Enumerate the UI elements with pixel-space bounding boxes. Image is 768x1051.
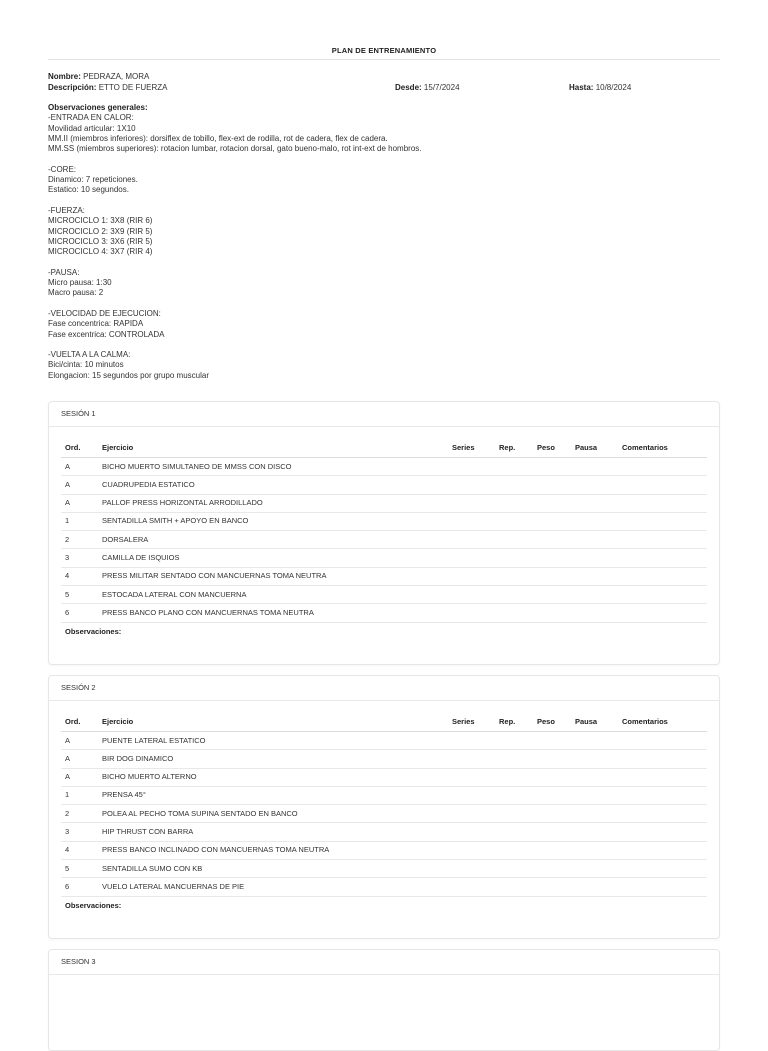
cell-rep [499,841,537,859]
observation-spacer [48,257,720,267]
hasta-value: 10/8/2024 [595,82,632,92]
observation-line: -PAUSA: [48,267,80,277]
desde-value: 15/7/2024 [423,82,460,92]
cell-ord: 3 [61,823,102,841]
column-header-comentarios: Comentarios [622,439,707,458]
cell-ejercicio: PRESS MILITAR SENTADO CON MANCUERNAS TOMA NEUTRA [102,567,452,585]
column-header-peso: Peso [537,713,575,732]
cell-comentarios [622,823,707,841]
table-row [61,567,707,585]
cell-series [452,458,499,476]
session-card [48,401,720,665]
title-divider [48,59,720,60]
cell-ord: 2 [61,531,102,549]
cell-ord: 1 [61,786,102,804]
cell-rep [499,458,537,476]
observation-line: Bici/cinta: 10 minutos [48,360,124,370]
session-observations-label: Observaciones: [65,626,122,636]
exercise-table [61,713,707,897]
cell-peso [537,567,575,585]
cell-series [452,841,499,859]
session-title: SESIÓN 2 [49,676,719,701]
observation-line: Movilidad articular: 1X10 [48,123,136,133]
table-row [61,750,707,768]
cell-pausa [575,805,622,823]
cell-ejercicio: PRESS BANCO INCLINADO CON MANCUERNAS TOMA NEUTRA [102,841,452,859]
session-card [48,949,720,1051]
cell-series [452,604,499,622]
cell-pausa [575,768,622,786]
cell-peso [537,823,575,841]
cell-peso [537,860,575,878]
table-row [61,841,707,859]
column-header-rep: Rep. [499,439,537,458]
column-header-pausa: Pausa [575,439,622,458]
cell-rep [499,823,537,841]
cell-ord: 3 [61,549,102,567]
cell-comentarios [622,567,707,585]
desde-field [395,83,460,93]
cell-peso [537,750,575,768]
table-row [61,512,707,530]
cell-ejercicio: DORSALERA [102,531,452,549]
cell-series [452,531,499,549]
cell-ejercicio: POLEA AL PECHO TOMA SUPINA SENTADO EN BANCO [102,805,452,823]
cell-pausa [575,549,622,567]
cell-ord: 4 [61,841,102,859]
cell-rep [499,549,537,567]
observation-line: MICROCICLO 1: 3X8 (RIR 6) [48,216,153,226]
cell-comentarios [622,878,707,896]
table-row [61,494,707,512]
cell-ord: 4 [61,567,102,585]
cell-peso [537,494,575,512]
cell-series [452,878,499,896]
cell-peso [537,458,575,476]
table-row [61,586,707,604]
column-header-comentarios: Comentarios [622,713,707,732]
cell-ord: 6 [61,878,102,896]
cell-rep [499,531,537,549]
table-row [61,768,707,786]
session-title: SESIÓN 1 [49,402,719,427]
cell-rep [499,860,537,878]
cell-series [452,549,499,567]
observation-line: Fase excentrica: CONTROLADA [48,329,165,339]
cell-ejercicio: ESTOCADA LATERAL CON MANCUERNA [102,586,452,604]
cell-comentarios [622,604,707,622]
cell-series [452,823,499,841]
cell-rep [499,768,537,786]
observation-line: MICROCICLO 4: 3X7 (RIR 4) [48,247,153,257]
cell-series [452,805,499,823]
cell-ord: A [61,494,102,512]
cell-comentarios [622,768,707,786]
cell-ord: 5 [61,586,102,604]
cell-rep [499,494,537,512]
observaciones-generales-label: Observaciones generales: [48,103,148,112]
session-observations-label: Observaciones: [65,900,122,910]
cell-comentarios [622,841,707,859]
cell-ejercicio: CAMILLA DE ISQUIOS [102,549,452,567]
observation-line: Fase concentrica: RAPIDA [48,319,144,329]
cell-peso [537,841,575,859]
plan-meta [48,72,720,93]
observation-line: -CORE: [48,164,76,174]
column-header-ejercicio: Ejercicio [102,713,452,732]
cell-comentarios [622,531,707,549]
cell-comentarios [622,586,707,604]
cell-series [452,860,499,878]
cell-pausa [575,458,622,476]
general-observations [48,103,720,381]
observation-spacer [48,196,720,206]
cell-peso [537,732,575,750]
cell-ejercicio: SENTADILLA SMITH + APOYO EN BANCO [102,512,452,530]
table-row [61,531,707,549]
cell-pausa [575,878,622,896]
cell-peso [537,604,575,622]
cell-ord: 5 [61,860,102,878]
cell-ord: 1 [61,512,102,530]
cell-ord: 2 [61,805,102,823]
cell-rep [499,476,537,494]
exercise-table [61,439,707,623]
cell-ord: A [61,458,102,476]
cell-comentarios [622,549,707,567]
column-header-ord: Ord. [61,439,102,458]
cell-rep [499,878,537,896]
cell-comentarios [622,805,707,823]
table-row [61,549,707,567]
cell-rep [499,805,537,823]
table-row [61,604,707,622]
descripcion-label: Descripción: [48,82,97,92]
cell-ejercicio: BICHO MUERTO SIMULTANEO DE MMSS CON DISCO [102,458,452,476]
observation-line: Micro pausa: 1:30 [48,278,112,288]
column-header-series: Series [452,439,499,458]
cell-ord: A [61,732,102,750]
observation-line: MICROCICLO 2: 3X9 (RIR 5) [48,226,153,236]
cell-series [452,750,499,768]
cell-comentarios [622,860,707,878]
session-title: SESION 3 [49,950,719,975]
cell-comentarios [622,494,707,512]
observation-line: Dinamico: 7 repeticiones. [48,175,138,185]
cell-series [452,768,499,786]
cell-ejercicio: PALLOF PRESS HORIZONTAL ARRODILLADO [102,494,452,512]
observation-spacer [48,299,720,309]
column-header-ejercicio: Ejercicio [102,439,452,458]
observation-line: Macro pausa: 2 [48,288,104,298]
cell-ejercicio: PUENTE LATERAL ESTATICO [102,732,452,750]
cell-pausa [575,531,622,549]
cell-peso [537,531,575,549]
observations-lines [48,113,720,381]
column-header-rep: Rep. [499,713,537,732]
nombre-label: Nombre: [48,72,81,81]
table-row [61,823,707,841]
cell-series [452,786,499,804]
cell-pausa [575,512,622,530]
cell-peso [537,586,575,604]
cell-ejercicio: VUELO LATERAL MANCUERNAS DE PIE [102,878,452,896]
cell-pausa [575,604,622,622]
cell-rep [499,512,537,530]
column-header-pausa: Pausa [575,713,622,732]
hasta-label: Hasta: [569,82,594,92]
cell-ord: A [61,768,102,786]
cell-peso [537,768,575,786]
cell-peso [537,805,575,823]
cell-peso [537,786,575,804]
nombre-value: PEDRAZA, MORA [83,72,150,81]
cell-comentarios [622,732,707,750]
cell-ord: A [61,750,102,768]
cell-comentarios [622,458,707,476]
observation-line: MM.II (miembros inferiores): dorsiflex de tobillo, flex-ext de rodilla, rot de cadera, flex de cadera. [48,133,388,143]
cell-comentarios [622,512,707,530]
cell-ejercicio: BICHO MUERTO ALTERNO [102,768,452,786]
cell-comentarios [622,476,707,494]
desde-label: Desde: [395,82,422,92]
cell-rep [499,604,537,622]
observation-line: -FUERZA: [48,205,85,215]
descripcion-value: ETTO DE FUERZA [98,82,168,92]
table-row [61,786,707,804]
observation-line: MICROCICLO 3: 3X6 (RIR 5) [48,236,153,246]
cell-peso [537,878,575,896]
table-row [61,860,707,878]
cell-series [452,476,499,494]
cell-peso [537,476,575,494]
cell-pausa [575,841,622,859]
table-row [61,732,707,750]
cell-pausa [575,567,622,585]
table-row [61,476,707,494]
column-header-ord: Ord. [61,713,102,732]
table-header-row [61,713,707,732]
table-row [61,878,707,896]
cell-ejercicio: BIR DOG DINAMICO [102,750,452,768]
cell-series [452,732,499,750]
table-row [61,805,707,823]
cell-ejercicio: SENTADILLA SUMO CON KB [102,860,452,878]
cell-rep [499,786,537,804]
hasta-field [569,83,631,93]
observation-line: Elongacion: 15 segundos por grupo muscular [48,370,209,380]
cell-ejercicio: HIP THRUST CON BARRA [102,823,452,841]
cell-pausa [575,750,622,768]
observation-spacer [48,340,720,350]
cell-comentarios [622,750,707,768]
observation-line: MM.SS (miembros superiores): rotacion lumbar, rotacion dorsal, gato bueno-malo, rot int-ext de hombros. [48,144,422,154]
column-header-series: Series [452,713,499,732]
cell-rep [499,732,537,750]
cell-pausa [575,732,622,750]
cell-ejercicio: CUADRUPEDIA ESTATICO [102,476,452,494]
cell-pausa [575,823,622,841]
session-card [48,675,720,939]
cell-ord: A [61,476,102,494]
observation-line: -VELOCIDAD DE EJECUCION: [48,308,161,318]
cell-pausa [575,786,622,804]
table-header-row [61,439,707,458]
cell-ejercicio: PRENSA 45° [102,786,452,804]
observation-line: Estatico: 10 segundos. [48,185,129,195]
cell-series [452,494,499,512]
cell-pausa [575,586,622,604]
cell-rep [499,567,537,585]
observation-line: -VUELTA A LA CALMA: [48,350,131,360]
cell-comentarios [622,786,707,804]
table-row [61,458,707,476]
page-title: PLAN DE ENTRENAMIENTO [331,46,437,55]
cell-rep [499,750,537,768]
observation-spacer [48,154,720,164]
cell-ord: 6 [61,604,102,622]
cell-pausa [575,476,622,494]
cell-pausa [575,860,622,878]
cell-peso [537,512,575,530]
cell-series [452,567,499,585]
cell-series [452,586,499,604]
cell-series [452,512,499,530]
observation-line: -ENTRADA EN CALOR: [48,113,134,123]
cell-ejercicio: PRESS BANCO PLANO CON MANCUERNAS TOMA NEUTRA [102,604,452,622]
column-header-peso: Peso [537,439,575,458]
cell-peso [537,549,575,567]
cell-rep [499,586,537,604]
cell-pausa [575,494,622,512]
